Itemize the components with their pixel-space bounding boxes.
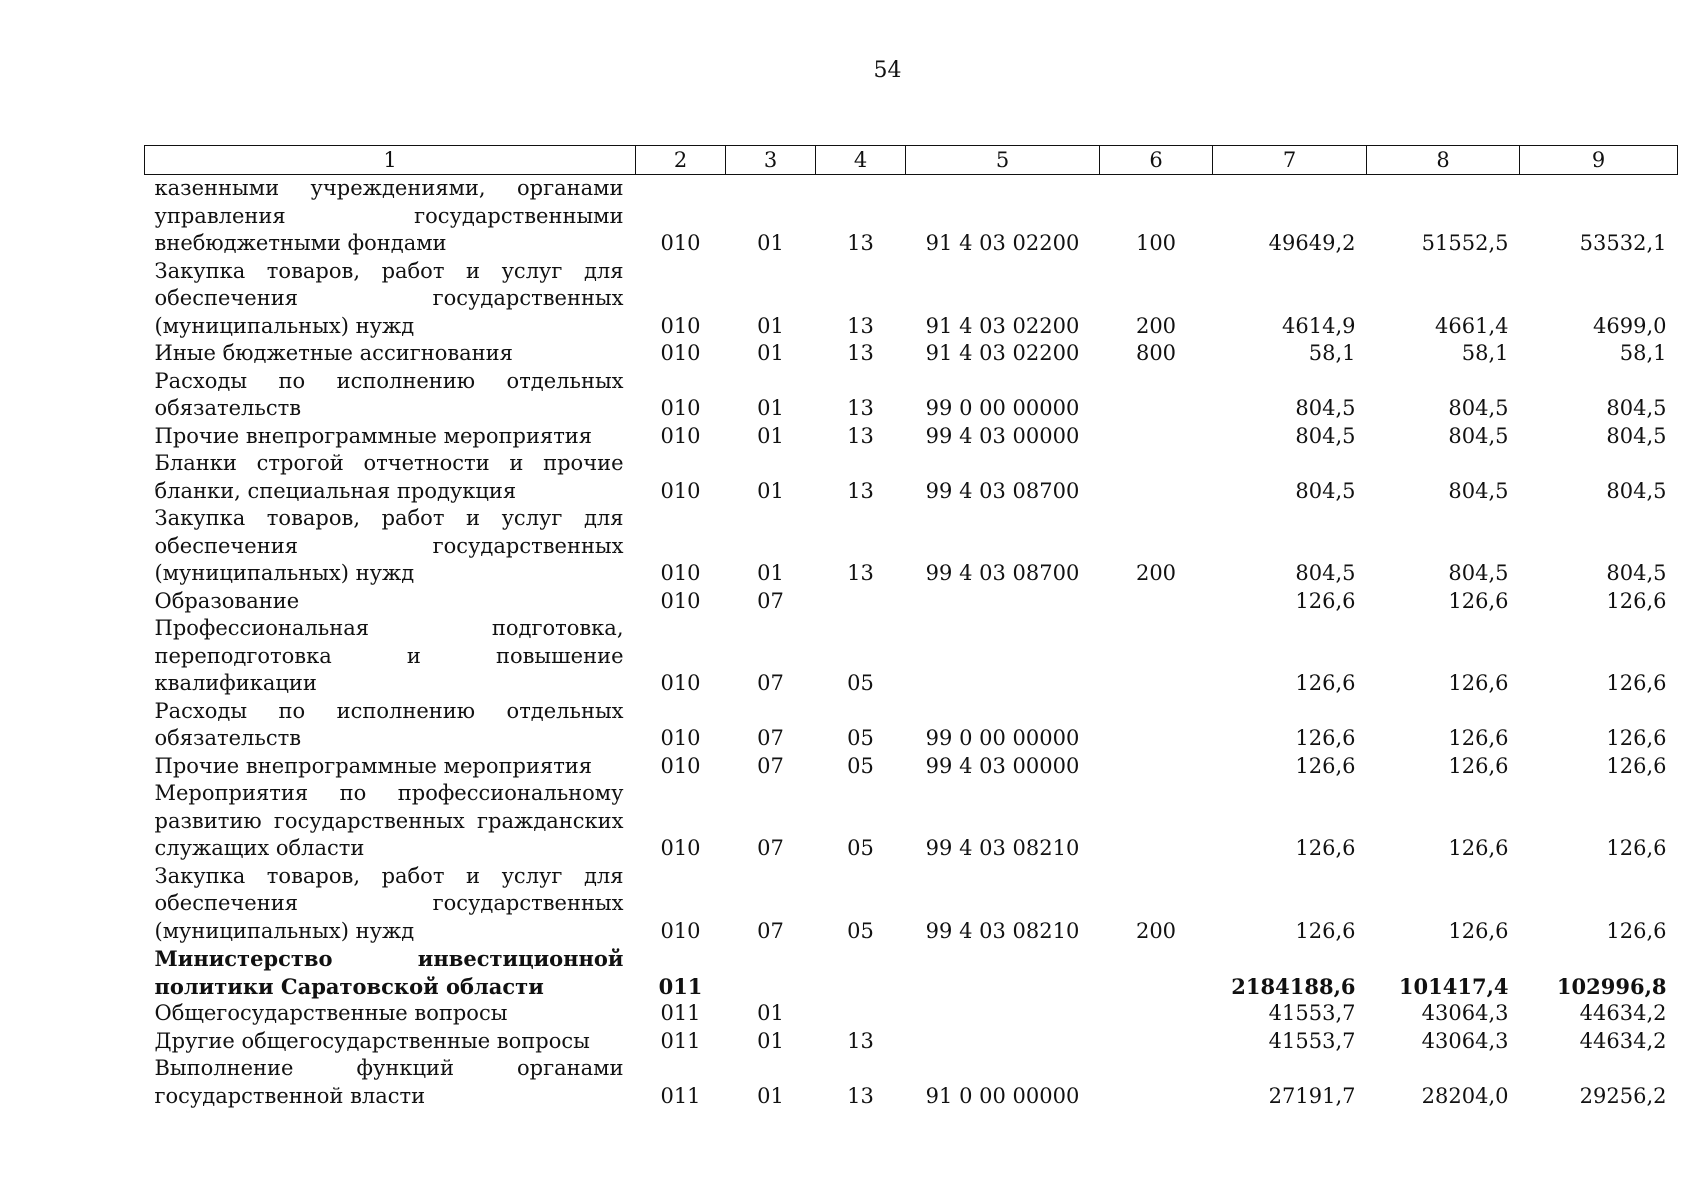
subsection-code [816,945,906,1000]
admin-code: 010 [660,561,701,585]
amount-col-9: 29256,2 [1579,1083,1667,1108]
target-article-code [906,1000,1100,1028]
amount-col-7: 804,5 [1295,423,1356,448]
expense-type-code [1100,698,1213,753]
header-cell: 4 [816,146,906,175]
section-code [726,945,816,1000]
target-article-code: 99 0 00 00000 [925,396,1080,420]
amount-col-7: 126,6 [1295,836,1356,860]
budget-table [144,145,1678,1110]
expense-type-code [1100,1028,1213,1056]
admin-code: 010 [660,396,701,420]
amount-col-8: 804,5 [1448,423,1509,448]
amount-col-7: 126,6 [1295,753,1356,778]
table-body [145,175,1678,1111]
row-name: казенными учреждениями, органами управления государственными внебюджетными фондами [154,176,624,255]
admin-code: 011 [658,973,703,999]
target-article-code: 99 4 03 08700 [925,561,1080,585]
subsection-code: 13 [847,1028,874,1053]
header-cell: 3 [726,146,816,175]
table-row [145,863,1678,946]
table-row [145,698,1678,753]
amount-col-7: 41553,7 [1268,1001,1356,1025]
expense-type-code [1100,753,1213,781]
target-article-code: 99 4 03 08210 [925,918,1080,943]
expense-type-code [1100,423,1213,451]
amount-col-8: 4661,4 [1435,313,1509,338]
amount-col-8: 126,6 [1448,588,1509,613]
section-code: 07 [757,753,784,778]
subsection-code: 05 [847,671,874,695]
header-cell: 8 [1367,146,1520,175]
amount-col-9: 126,6 [1606,918,1667,943]
subsection-code: 13 [847,396,874,420]
table-row [145,1055,1678,1110]
amount-col-7: 126,6 [1295,726,1356,750]
subsection-code: 05 [847,726,874,750]
row-name: Расходы по исполнению отдельных обязательств [154,698,624,750]
expense-type-code: 100 [1135,231,1177,255]
row-name: Иные бюджетные ассигнования [154,341,513,365]
amount-col-8: 28204,0 [1421,1083,1509,1108]
section-code: 07 [757,726,784,750]
table-row [145,258,1678,341]
amount-col-9: 126,6 [1606,836,1667,860]
amount-col-8: 51552,5 [1421,231,1509,255]
admin-code: 010 [660,478,701,503]
row-name: Закупка товаров, работ и услуг для обеспечения государственных (муниципальных) нужд [154,863,624,943]
row-name: Прочие внепрограммные мероприятия [154,753,593,778]
amount-col-8: 804,5 [1448,478,1509,503]
target-article-code: 91 0 00 00000 [925,1083,1080,1108]
amount-col-9: 126,6 [1606,671,1667,695]
amount-col-9: 44634,2 [1579,1028,1667,1053]
target-article-code: 99 4 03 08210 [925,836,1080,860]
row-name: Общегосударственные вопросы [154,1001,508,1025]
amount-col-9: 102996,8 [1556,973,1667,999]
amount-col-7: 4614,9 [1282,313,1356,338]
amount-col-9: 804,5 [1606,396,1667,420]
table-row [145,368,1678,423]
section-code: 01 [757,313,784,338]
table-row [145,505,1678,588]
target-article-code: 91 4 03 02200 [925,313,1080,338]
amount-col-9: 53532,1 [1579,231,1667,255]
row-name: Профессиональная подготовка, переподготовка и повышение квалификации [154,616,624,695]
target-article-code [906,945,1100,1000]
target-article-code: 91 4 03 02200 [925,341,1080,365]
expense-type-code [1100,615,1213,698]
amount-col-7: 804,5 [1295,478,1356,503]
amount-col-9: 4699,0 [1593,313,1667,338]
subsection-code: 13 [847,313,874,338]
table-row [145,423,1678,451]
subsection-code: 13 [847,1083,874,1108]
section-code: 07 [757,836,784,860]
expense-type-code [1100,368,1213,423]
subsection-code: 13 [847,423,874,448]
section-code: 01 [757,1028,784,1053]
admin-code: 010 [660,341,701,365]
table-row [145,753,1678,781]
amount-col-9: 804,5 [1606,478,1667,503]
admin-code: 011 [660,1028,701,1053]
row-name: Другие общегосударственные вопросы [154,1028,590,1053]
amount-col-7: 804,5 [1295,561,1356,585]
admin-code: 010 [660,423,701,448]
subsection-code [816,1000,906,1028]
row-name: Образование [154,588,300,613]
admin-code: 010 [660,918,701,943]
table-row [145,175,1678,258]
row-name: Закупка товаров, работ и услуг для обеспечения государственных (муниципальных) нужд [154,258,624,338]
section-code: 07 [757,671,784,695]
header-cell: 1 [145,146,636,175]
amount-col-7: 804,5 [1295,396,1356,420]
target-article-code [906,588,1100,616]
amount-col-8: 43064,3 [1421,1028,1509,1053]
amount-col-7: 2184188,6 [1231,973,1356,999]
section-code: 01 [757,341,784,365]
table-row [145,1000,1678,1028]
target-article-code: 99 0 00 00000 [925,726,1080,750]
table-row [145,450,1678,505]
row-name: Прочие внепрограммные мероприятия [154,423,593,448]
amount-col-8: 126,6 [1448,726,1509,750]
amount-col-8: 126,6 [1448,753,1509,778]
expense-type-code [1100,945,1213,1000]
admin-code: 010 [660,753,701,778]
row-name: Мероприятия по профессиональному развитию государственных гражданских служащих области [154,781,624,860]
subsection-code: 05 [847,918,874,943]
section-code: 01 [757,1083,784,1108]
section-code: 01 [757,561,784,585]
expense-type-code: 200 [1135,313,1177,338]
table-row [145,780,1678,863]
amount-col-8: 126,6 [1448,671,1509,695]
subsection-code: 05 [847,836,874,860]
amount-col-8: 126,6 [1448,918,1509,943]
amount-col-7: 41553,7 [1268,1028,1356,1053]
amount-col-9: 126,6 [1606,726,1667,750]
subsection-code: 13 [847,561,874,585]
expense-type-code [1100,1055,1213,1110]
table-row [145,1028,1678,1056]
header-cell: 6 [1100,146,1213,175]
admin-code: 010 [660,671,701,695]
section-code: 01 [757,423,784,448]
target-article-code: 99 4 03 00000 [925,423,1080,448]
page-number: 54 [873,58,902,83]
expense-type-code: 800 [1135,341,1177,365]
table-row [145,945,1678,1000]
subsection-code [816,588,906,616]
amount-col-9: 126,6 [1606,588,1667,613]
amount-col-7: 126,6 [1295,918,1356,943]
section-code: 01 [757,478,784,503]
amount-col-7: 27191,7 [1268,1083,1356,1108]
amount-col-9: 804,5 [1606,423,1667,448]
table-row [145,615,1678,698]
row-name: Закупка товаров, работ и услуг для обеспечения государственных (муниципальных) нужд [154,506,624,585]
admin-code: 010 [660,726,701,750]
admin-code: 010 [660,313,701,338]
admin-code: 010 [660,836,701,860]
amount-col-7: 49649,2 [1268,231,1356,255]
expense-type-code [1100,780,1213,863]
expense-type-code [1100,1000,1213,1028]
amount-col-8: 804,5 [1448,396,1509,420]
header-row [145,146,1678,175]
amount-col-8: 43064,3 [1421,1001,1509,1025]
row-name: Министерство инвестиционной политики Саратовской области [154,946,624,999]
target-article-code: 99 4 03 00000 [925,753,1080,778]
amount-col-9: 58,1 [1619,341,1667,365]
amount-col-9: 44634,2 [1579,1001,1667,1025]
table-row [145,588,1678,616]
amount-col-7: 126,6 [1295,588,1356,613]
header-cell: 2 [636,146,726,175]
amount-col-9: 126,6 [1606,753,1667,778]
amount-col-8: 804,5 [1448,561,1509,585]
amount-col-7: 58,1 [1308,341,1356,365]
section-code: 01 [757,1001,784,1025]
subsection-code: 05 [847,753,874,778]
amount-col-8: 58,1 [1461,341,1509,365]
expense-type-code: 200 [1135,561,1177,585]
admin-code: 010 [660,231,701,255]
target-article-code: 91 4 03 02200 [925,231,1080,255]
header-cell: 9 [1520,146,1678,175]
amount-col-8: 126,6 [1448,836,1509,860]
subsection-code: 13 [847,478,874,503]
target-article-code: 99 4 03 08700 [925,478,1080,503]
row-name: Выполнение функций органами государственной власти [154,1056,624,1108]
section-code: 07 [757,918,784,943]
subsection-code: 13 [847,231,874,255]
admin-code: 011 [660,1083,701,1108]
header-cell: 5 [906,146,1100,175]
amount-col-7: 126,6 [1295,671,1356,695]
amount-col-9: 804,5 [1606,561,1667,585]
subsection-code: 13 [847,341,874,365]
target-article-code [906,1028,1100,1056]
expense-type-code [1100,450,1213,505]
section-code: 01 [757,231,784,255]
section-code: 07 [757,588,784,613]
admin-code: 010 [660,588,701,613]
header-cell: 7 [1213,146,1367,175]
target-article-code [906,615,1100,698]
expense-type-code: 200 [1135,918,1177,943]
section-code: 01 [757,396,784,420]
row-name: Расходы по исполнению отдельных обязательств [154,368,624,420]
table-row [145,340,1678,368]
admin-code: 011 [660,1001,701,1025]
row-name: Бланки строгой отчетности и прочие бланки, специальная продукция [154,451,624,503]
amount-col-8: 101417,4 [1398,973,1509,999]
expense-type-code [1100,588,1213,616]
